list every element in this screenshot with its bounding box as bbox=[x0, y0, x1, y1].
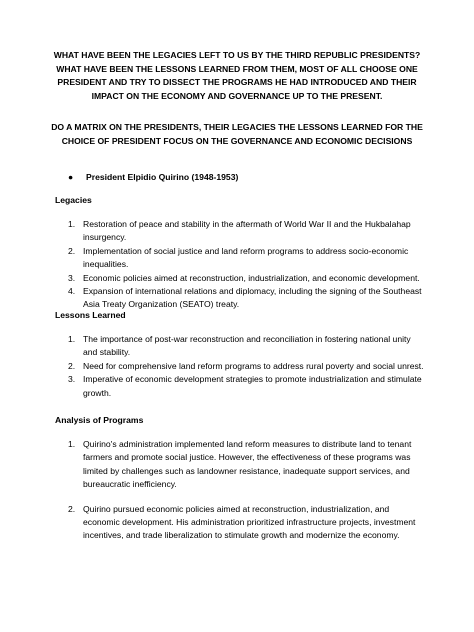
list-item: 2. Quirino pursued economic policies aimed at reconstruction, industrialization, and economic development. His administration prioritized infrastructure projects, investment incentives, and trade liberalization to stimulate growth and modernize the economy. bbox=[68, 503, 416, 541]
lessons-list bbox=[55, 333, 425, 400]
list-item: 1. Restoration of peace and stability in the aftermath of World War II and the Hukbalahap insurgency. bbox=[68, 219, 411, 243]
bullet-icon: ● bbox=[68, 172, 74, 182]
list-item: 2. Implementation of social justice and land reform programs to address socio-economic inequalities. bbox=[68, 245, 409, 270]
matrix-instruction: DO A MATRIX ON THE PRESIDENTS, THEIR LEGACIES THE LESSONS LEARNED FOR THE CHOICE OF PRESIDENT FOCUS ON THE GOVERNANCE AND ECONOMIC DECISIONS bbox=[51, 122, 423, 146]
lessons-heading: Lessons Learned bbox=[55, 310, 126, 320]
list-item: 3. Imperative of economic development strategies to promote industrialization and stimulate growth. bbox=[68, 374, 422, 398]
analysis-heading: Analysis of Programs bbox=[55, 415, 144, 425]
question-title: WHAT HAVE BEEN THE LEGACIES LEFT TO US BY THE THIRD REPUBLIC PRESIDENTS? WHAT HAVE BEEN THE LESSONS LEARNED FROM THEM, MOST OF ALL CHOOSE ONE PRESIDENT AND TRY TO DISSECT THE PROGRAMS HE HAD INTRODUCED AND THEIR IMPACT ON THE ECONOMY AND GOVERNANCE UP TO THE PRESENT. bbox=[53, 50, 421, 101]
legacies-list bbox=[55, 218, 425, 312]
list-item: 2. Need for comprehensive land reform programs to address rural poverty and social unrest. bbox=[68, 360, 424, 371]
legacies-heading: Legacies bbox=[55, 195, 92, 205]
list-item: 1. The importance of post-war reconstruction and reconciliation in fostering national unity and stability. bbox=[68, 334, 411, 358]
list-item: 4. Expansion of international relations and diplomacy, including the signing of the Southeast Asia Treaty Organization (SEATO) treaty. bbox=[68, 286, 422, 310]
analysis-list bbox=[55, 438, 425, 543]
president-name: President Elpidio Quirino (1948-1953) bbox=[86, 172, 239, 182]
list-item: 3. Economic policies aimed at reconstruction, industrialization, and economic development. bbox=[68, 272, 420, 283]
list-item: 1. Quirino's administration implemented land reform measures to distribute land to tenant farmers and promote social justice. However, the effectiveness of these programs was limited by challenges such as landowner resistance, inadequate support services, and bureaucratic inefficiency. bbox=[68, 439, 412, 490]
